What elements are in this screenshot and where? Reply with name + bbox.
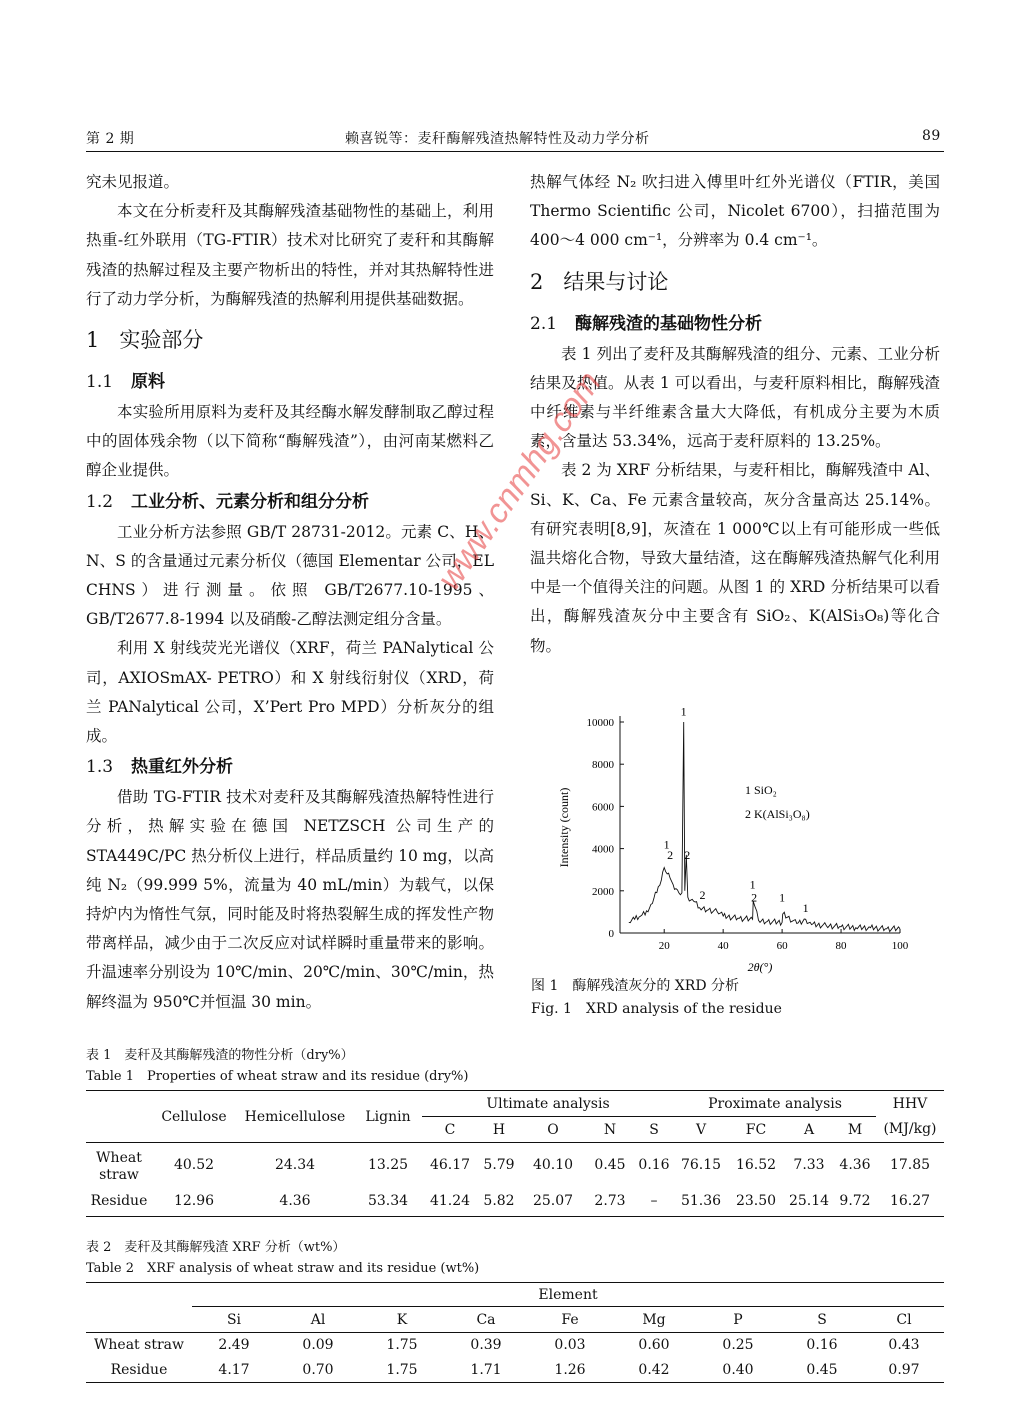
cell: 4.17 [218, 1361, 250, 1378]
header-rule [86, 151, 944, 152]
col-sub: O [520, 1117, 586, 1143]
col-sub: A [784, 1117, 834, 1143]
subsection-heading: 1.2 工业分析、元素分析和组分分析 [86, 491, 370, 512]
cell: 0.39 [470, 1337, 502, 1354]
left-column [86, 168, 494, 1017]
table-row [86, 1358, 944, 1383]
table1-caption-cn: 表 1 麦秆及其酶解残渣的物性分析（dry%） [86, 1048, 354, 1063]
cell: 17.85 [889, 1156, 931, 1173]
cell: 53.34 [367, 1193, 409, 1210]
cell: 0.43 [888, 1337, 920, 1354]
col-sub: P [696, 1307, 780, 1333]
page-number: 89 [922, 128, 941, 144]
col-sub: H [478, 1117, 520, 1143]
row-name: Residue [110, 1361, 168, 1378]
xrd-series [629, 722, 900, 932]
y-tick-label: 10000 [586, 717, 614, 729]
col-ultimate: Ultimate analysis [422, 1091, 674, 1117]
peak-label: 2 [699, 888, 706, 903]
cell: 0.70 [302, 1361, 334, 1378]
cell: 9.72 [839, 1193, 871, 1210]
col-sub: M [834, 1117, 876, 1143]
table-row [86, 1187, 944, 1217]
cell: 0.42 [638, 1361, 670, 1378]
watermark: www.cnmhg.com [430, 364, 609, 597]
col-sub: C [422, 1117, 478, 1143]
cell: 4.36 [279, 1193, 311, 1210]
x-tick-label: 40 [717, 940, 729, 952]
col-hhv-unit: (MJ/kg) [876, 1117, 944, 1143]
cell: 0.45 [594, 1156, 626, 1173]
row-name: Residue [90, 1193, 148, 1210]
cell: 2.49 [218, 1337, 250, 1354]
cell: 16.27 [889, 1193, 931, 1210]
cell: 0.16 [638, 1156, 670, 1173]
cell: 24.34 [274, 1156, 316, 1173]
cell: 1.26 [554, 1361, 586, 1378]
peak-label: 1 [779, 890, 786, 905]
y-tick-label: 6000 [592, 801, 614, 814]
col-sub: Al [276, 1307, 360, 1333]
paragraph: 表 2 为 XRF 分析结果，与麦秆相比，酶解残渣中 Al、Si、K、Ca、Fe 元素含量较高，灰分含量高达 25.14%。有研究表明[8,9]，灰渣在 1 000℃以上有可能形成一些低温共熔化合物，导致大量结渣，这在酶解残渣热解气化利用中是一个值得关注的问题。从图 1 的 XRD 分析结果可以看出，酶解残渣灰分中主要含有 SiO₂、K(AlSi₃O₈)等化合物。 [530, 461, 940, 655]
cell: 23.50 [735, 1193, 777, 1210]
col-sub: Mg [612, 1307, 696, 1333]
cell: 1.75 [386, 1361, 418, 1378]
x-tick-label: 80 [835, 940, 847, 952]
table2-caption-en: Table 2 XRF analysis of wheat straw and its residue (wt%) [86, 1261, 480, 1276]
cell: 13.25 [367, 1156, 409, 1173]
col-sub: N [586, 1117, 634, 1143]
right-column [530, 168, 940, 661]
peak-label: 1 [663, 837, 670, 852]
peak-label: 1 [749, 877, 756, 892]
paragraph: 热解气体经 N₂ 吹扫进入傅里叶红外光谱仪（FTIR，美国 Thermo Scientific 公司，Nicolet 6700），扫描范围为 400～4 000 cm⁻¹，分辨率为 0.4 cm⁻¹。 [530, 173, 940, 250]
paragraph: 究未见报道。 [86, 173, 180, 191]
cell: 5.79 [483, 1156, 515, 1173]
x-tick-label: 20 [658, 940, 670, 952]
running-title: 赖喜锐等：麦秆酶解残渣热解特性及动力学分析 [345, 131, 650, 147]
y-tick-label: 8000 [592, 759, 614, 772]
subsection-heading: 1.1 原料 [86, 372, 166, 393]
cell: 4.36 [839, 1156, 871, 1173]
col-hhv: HHV [892, 1095, 928, 1112]
table1-caption-en: Table 1 Properties of wheat straw and its residue (dry%) [86, 1069, 469, 1084]
col-cellulose: Cellulose [152, 1091, 236, 1143]
cell: 41.24 [429, 1193, 471, 1210]
xrd-chart [540, 700, 940, 975]
issue-number: 第 2 期 [86, 131, 135, 147]
legend-entry: 1 SiO₂ [745, 783, 777, 797]
cell: 16.52 [735, 1156, 777, 1173]
col-sub: Si [192, 1307, 276, 1333]
y-tick-label: 2000 [592, 885, 614, 898]
paragraph: 本实验所用原料为麦秆及其经酶水解发酵制取乙醇过程中的固体残余物（以下简称“酶解残渣”），由河南某燃料乙醇企业提供。 [86, 403, 494, 480]
col-element: Element [192, 1283, 944, 1307]
peak-label: 2 [751, 890, 758, 905]
cell: 51.36 [680, 1193, 722, 1210]
col-sub: Ca [444, 1307, 528, 1333]
cell: 5.82 [483, 1193, 515, 1210]
table2 [86, 1282, 944, 1383]
paragraph: 借助 TG-FTIR 技术对麦秆及其酶解残渣热解特性进行分析，热解实验在德国 NETZSCH 公司生产的 STA449C/PC 热分析仪上进行，样品质量约 10 mg，以高纯 N₂（99.999 5%，流量为 40 mL/min）为载气，以保持炉内为惰性气氛，同时能及时将热裂解生成的挥发性产物带离样品，减少由于二次反应对试样瞬时重量带来的影响。升温速率分别设为 10℃/min、20℃/min、30℃/min，热解终温为 950℃并恒温 30 min。 [86, 788, 494, 1011]
cell: 0.16 [806, 1337, 838, 1354]
col-sub: S [780, 1307, 864, 1333]
row-name: Wheat straw [96, 1149, 142, 1183]
cell: 0.40 [722, 1361, 754, 1378]
col-hemicellulose: Hemicellulose [236, 1091, 354, 1143]
subsection-heading: 2.1 酶解残渣的基础物性分析 [530, 313, 763, 334]
x-axis-label: 2θ(°) [747, 960, 773, 974]
paragraph: 本文在分析麦秆及其酶解残渣基础物性的基础上，利用热重-红外联用（TG-FTIR）技术对比研究了麦秆和其酶解残渣的热解过程及主要产物析出的特性，并对其热解特性进行了动力学分析，为酶解残渣的热解利用提供基础数据。 [86, 202, 494, 308]
subsection-heading: 1.3 热重红外分析 [86, 757, 234, 778]
cell: 12.96 [173, 1193, 215, 1210]
peak-label: 1 [802, 900, 809, 915]
cell: 2.73 [594, 1193, 626, 1210]
cell: 1.75 [386, 1337, 418, 1354]
table2-caption-cn: 表 2 麦秆及其酶解残渣 XRF 分析（wt%） [86, 1240, 346, 1255]
col-lignin: Lignin [354, 1091, 422, 1143]
peak-label: 2 [667, 848, 674, 863]
col-sub: Fe [528, 1307, 612, 1333]
cell: 7.33 [793, 1156, 825, 1173]
peak-label: 1 [680, 704, 687, 719]
col-sub: K [360, 1307, 444, 1333]
cell: 25.07 [532, 1193, 574, 1210]
cell: 40.52 [173, 1156, 215, 1173]
col-sub: FC [728, 1117, 784, 1143]
y-tick-label: 4000 [592, 843, 614, 856]
cell: 1.71 [470, 1361, 502, 1378]
paragraph: 工业分析方法参照 GB/T 28731-2012。元素 C、H、N、S 的含量通过元素分析仪（德国 Elementar 公司，EL CHNS）进行测量。依照 GB/T2677.10-1995、GB/T2677.8-1994 以及硝酸-乙醇法测定组分含量。 [86, 522, 494, 629]
col-proximate: Proximate analysis [674, 1091, 876, 1117]
table-row [86, 1143, 944, 1187]
cell: 40.10 [532, 1156, 574, 1173]
cell: 25.14 [788, 1193, 830, 1210]
cell: 0.60 [638, 1337, 670, 1354]
cell: 46.17 [429, 1156, 471, 1173]
paragraph: 利用 X 射线荧光光谱仪（XRF，荷兰 PANalytical 公司，AXIOSmAX- PETRO）和 X 射线衍射仪（XRD，荷兰 PANalytical 公司，X’Pert Pro MPD）分析灰分的组成。 [86, 639, 494, 746]
y-tick-label: 0 [608, 928, 614, 940]
row-name: Wheat straw [94, 1337, 184, 1354]
paragraph: 表 1 列出了麦秆及其酶解残渣的组分、元素、工业分析结果及热值。从表 1 可以看出，与麦秆原料相比，酶解残渣中纤维素与半纤维素含量大大降低，有机成分主要为木质素，含量达 53.34%，远高于麦秆原料的 13.25%。 [530, 344, 940, 451]
table1 [86, 1090, 944, 1217]
figure-caption-cn: 图 1 酶解残渣灰分的 XRD 分析 [531, 978, 739, 994]
peak-label: 2 [684, 848, 691, 863]
cell: 76.15 [680, 1156, 722, 1173]
y-axis-label: Intensity (count) [557, 787, 571, 868]
cell: 0.45 [806, 1361, 838, 1378]
col-sub: V [674, 1117, 728, 1143]
x-tick-label: 100 [891, 940, 909, 952]
section-heading: 1 实验部分 [86, 328, 204, 353]
figure-caption-en: Fig. 1 XRD analysis of the residue [531, 1001, 782, 1017]
table-row [86, 1333, 944, 1358]
cell: – [650, 1193, 658, 1210]
col-sub: Cl [864, 1307, 944, 1333]
col-sub: S [634, 1117, 674, 1143]
legend-entry: 2 K(AlSi₃O₈) [745, 807, 810, 821]
cell: 0.25 [722, 1337, 754, 1354]
x-tick-label: 60 [776, 940, 788, 952]
section-heading: 2 结果与讨论 [530, 269, 669, 294]
cell: 0.97 [888, 1361, 920, 1378]
cell: 0.09 [302, 1337, 334, 1354]
cell: 0.03 [554, 1337, 586, 1354]
